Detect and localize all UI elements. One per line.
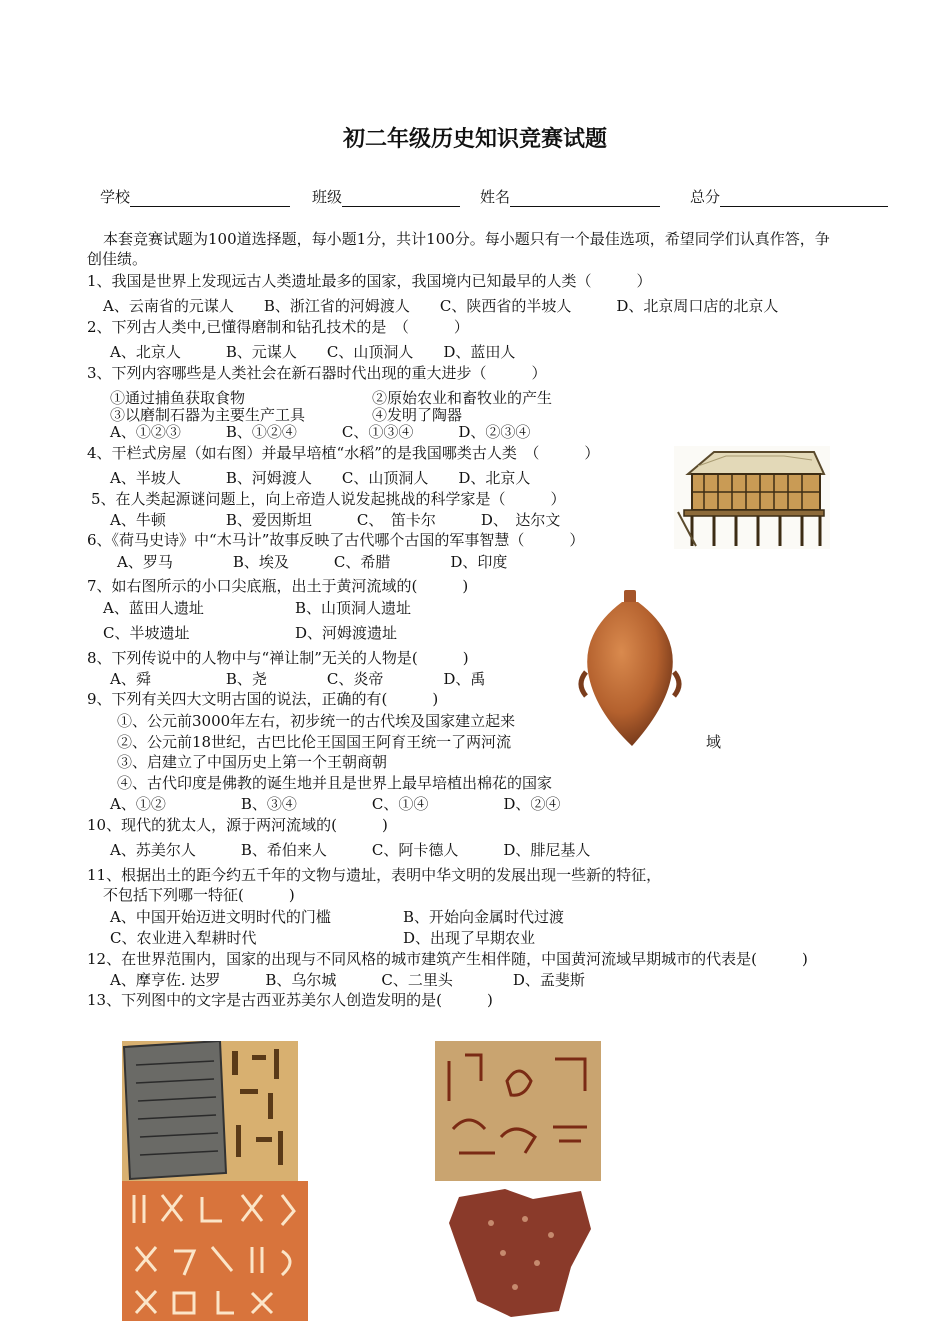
name-field[interactable] (480, 186, 660, 207)
q13-stem: 13、下列图中的文字是古西亚苏美尔人创造发明的是( ) (87, 991, 493, 1009)
q3-item-3: ③以磨制石器为主要生产工具 (110, 406, 306, 424)
page-title: 初二年级历史知识竞赛试题 (342, 127, 607, 152)
q12-options: A、摩亨佐. 达罗 B、乌尔城 C、二里头 D、孟斐斯 (110, 971, 585, 989)
intro-line-2: 创佳绩。 (87, 250, 148, 268)
q6-options: A、罗马 B、埃及 C、希腊 D、印度 (117, 553, 508, 571)
q3-item-2: ②原始农业和畜牧业的产生 (372, 389, 553, 407)
q12-stem: 12、在世界范围内，国家的出现与不同风格的城市建筑产生相伴随，中国黄河流域早期城市的代表是( ) (87, 950, 808, 968)
score-label: 总分 (690, 188, 721, 206)
intro-line-1: 本套竞赛试题为100道选择题，每小题1分，共计100分。每小题只有一个最佳选项，希望同学们认真作答，争 (103, 230, 830, 248)
q9-item-2: ②、公元前18世纪，古巴比伦王国国王阿育王统一了两河流 (117, 733, 512, 751)
q2-stem: 2、下列古人类中,已懂得磨制和钻孔技术的是 （ ） (87, 318, 469, 336)
q9-stem: 9、下列有关四大文明古国的说法，正确的有( ) (87, 690, 439, 708)
oracle-bone-script-image (122, 1181, 308, 1321)
q4-options: A、半坡人 B、河姆渡人 C、山顶洞人 D、北京人 (110, 469, 531, 487)
pointed-bottle-image (574, 586, 686, 750)
q5-options: A、牛顿 B、爱因斯坦 C、 笛卡尔 D、 达尔文 (110, 511, 561, 529)
q3-options: A、①②③ B、①②④ C、①③④ D、②③④ (110, 423, 531, 441)
school-field[interactable] (100, 186, 290, 207)
q6-stem: 6、《荷马史诗》中“木马计”故事反映了古代哪个古国的军事智慧（ ） (87, 531, 585, 549)
q4-stem: 4、干栏式房屋（如右图）并最早培植“水稻”的是我国哪类古人类 （ ） (87, 444, 600, 462)
score-field[interactable] (690, 186, 888, 207)
q9-item-2-end: 域 (706, 733, 722, 751)
q10-stem: 10、现代的犹太人，源于两河流域的( ) (87, 816, 388, 834)
name-label: 姓名 (480, 188, 511, 206)
q10-options: A、苏美尔人 B、希伯来人 C、阿卡德人 D、腓尼基人 (110, 841, 591, 859)
q1-stem: 1、我国是世界上发现远古人类遗址最多的国家，我国境内已知最早的人类（ ） (87, 272, 652, 290)
q11-option-a: A、中国开始迈进文明时代的门槛 (110, 908, 331, 926)
q8-options: A、舜 B、尧 C、炎帝 D、禹 (110, 670, 486, 688)
q9-item-1: ①、公元前3000年左右，初步统一的古代埃及国家建立起来 (117, 712, 516, 730)
q7-option-b: B、山顶洞人遗址 (295, 599, 412, 617)
q11-option-d: D、出现了早期农业 (403, 929, 536, 947)
q11-option-b: B、开始向金属时代过渡 (403, 908, 565, 926)
q9-item-4: ④、古代印度是佛教的诞生地并且是世界上最早培植出棉花的国家 (117, 774, 553, 792)
q8-stem: 8、下列传说中的人物中与“禅让制”无关的人物是( ) (87, 649, 469, 667)
q7-option-c: C、半坡遗址 (103, 624, 190, 642)
school-label: 学校 (100, 188, 131, 206)
q11-stem-2: 不包括下列哪一特征( ) (103, 886, 295, 904)
q3-stem: 3、下列内容哪些是人类社会在新石器时代出现的重大进步（ ） (87, 364, 547, 382)
hieroglyph-script-image (435, 1041, 601, 1181)
q9-options: A、①② B、③④ C、①④ D、②④ (110, 795, 561, 813)
q3-item-1: ①通过捕鱼获取食物 (110, 389, 246, 407)
cuneiform-script-image (122, 1041, 298, 1181)
stilt-house-image (674, 446, 830, 549)
q7-option-a: A、蓝田人遗址 (103, 599, 204, 617)
q5-stem: 5、在人类起源谜问题上，向上帝造人说发起挑战的科学家是（ ） (91, 490, 566, 508)
q1-options: A、云南省的元谋人 B、浙江省的河姆渡人 C、陕西省的半坡人 D、北京周口店的北京人 (103, 297, 779, 315)
q2-options: A、北京人 B、元谋人 C、山顶洞人 D、蓝田人 (110, 343, 516, 361)
q7-stem: 7、如右图所示的小口尖底瓶，出土于黄河流域的( ) (87, 577, 469, 595)
q11-stem: 11、根据出土的距今约五千年的文物与遗址，表明中华文明的发展出现一些新的特征， (87, 866, 662, 884)
q11-option-c: C、农业进入犁耕时代 (110, 929, 257, 947)
class-label: 班级 (312, 188, 343, 206)
q9-item-3: ③、启建立了中国历史上第一个王朝商朝 (117, 753, 388, 771)
school-blank[interactable] (130, 190, 290, 207)
tablet-fragment-image (441, 1183, 599, 1323)
q7-option-d: D、河姆渡遗址 (295, 624, 398, 642)
name-blank[interactable] (510, 190, 660, 207)
q3-item-4: ④发明了陶器 (372, 406, 463, 424)
score-blank[interactable] (720, 190, 888, 207)
class-blank[interactable] (342, 190, 460, 207)
class-field[interactable] (312, 186, 460, 207)
